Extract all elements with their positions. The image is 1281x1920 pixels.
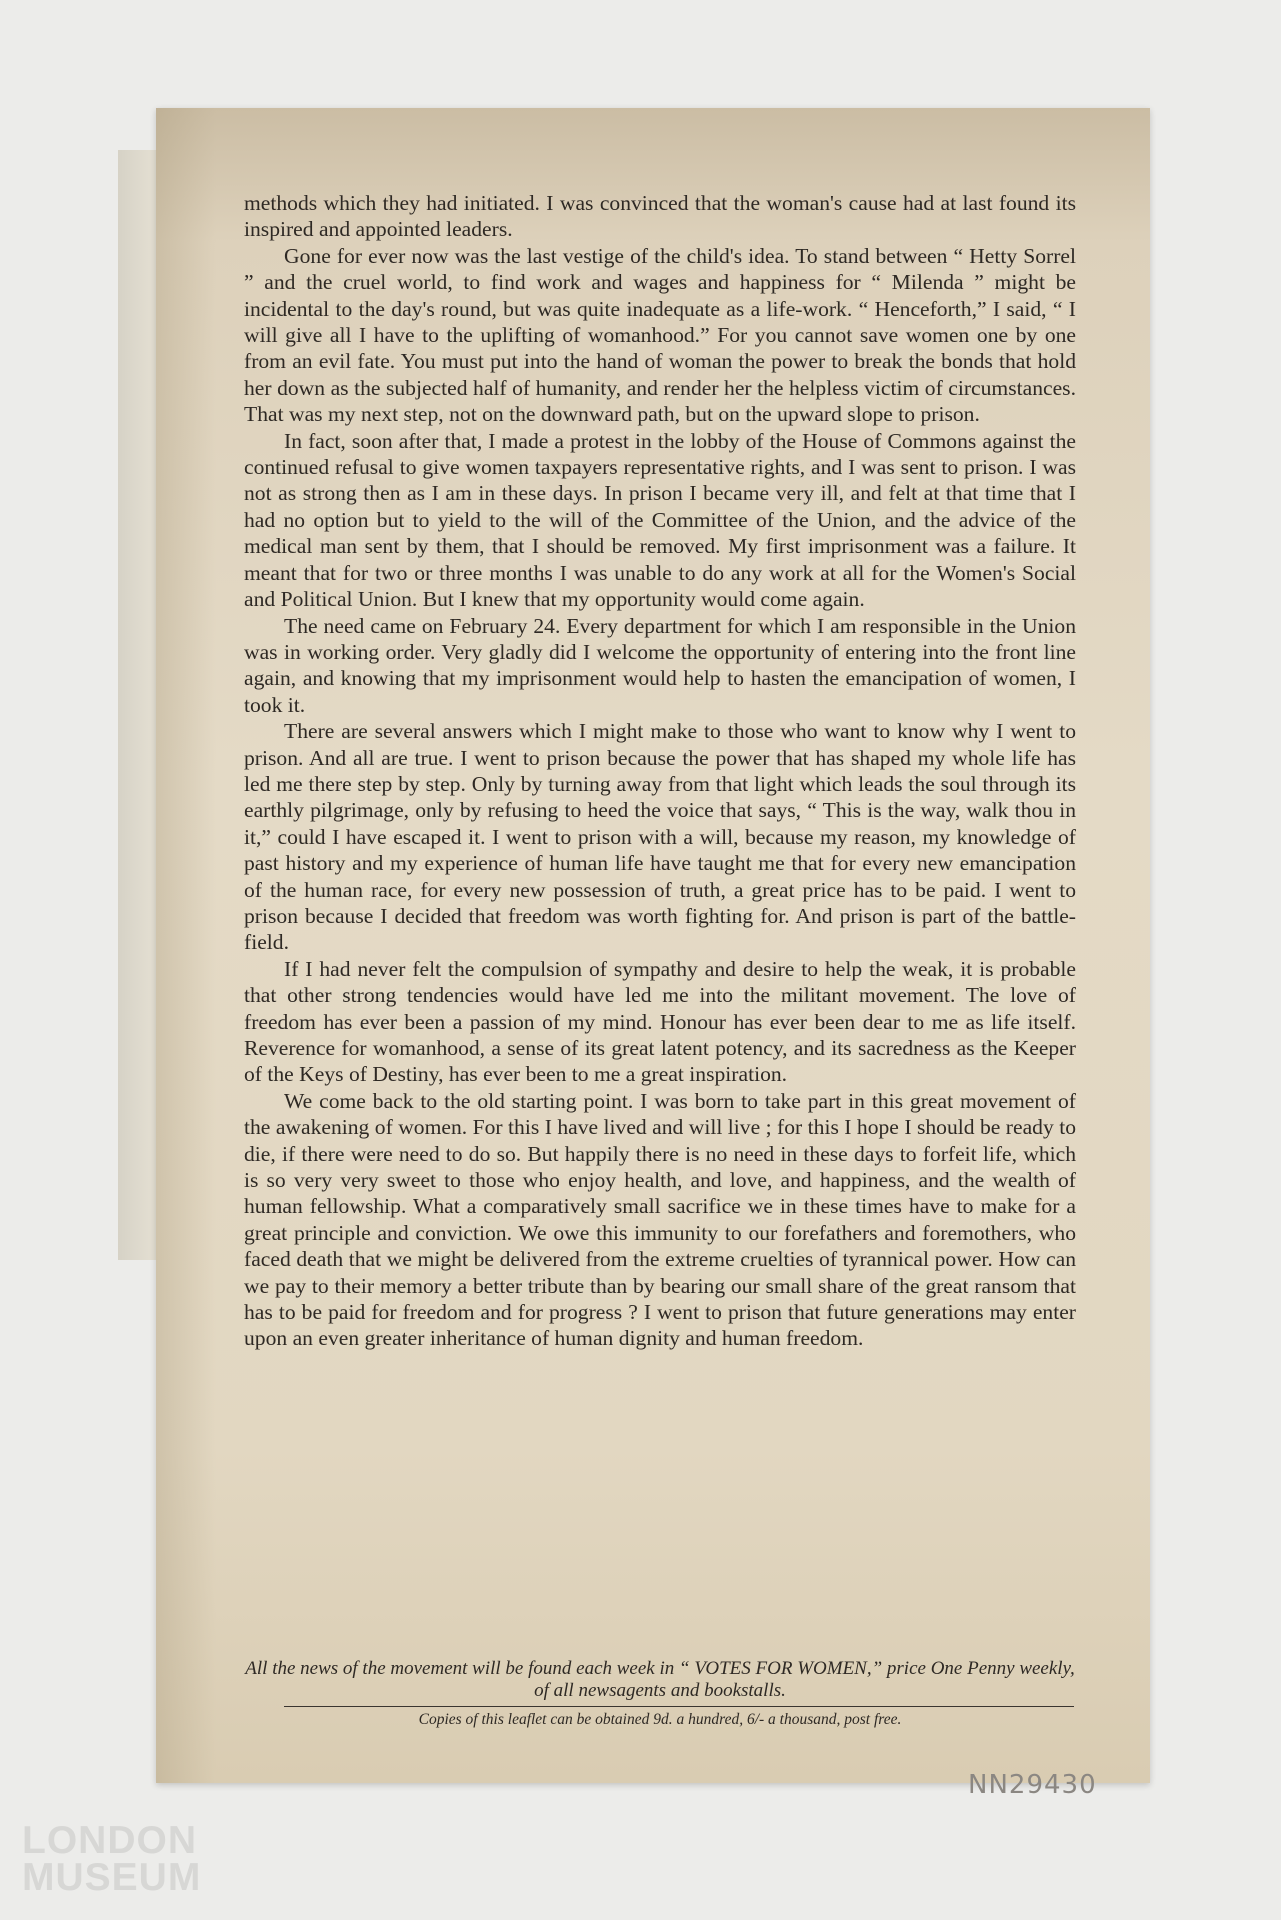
paragraph-2: Gone for ever now was the last vestige of the child's idea. To stand between “ Hetty Sorrel ” and the cruel world, to find work and wages and happiness for “ Milenda ” might be incidental to the day's round, but was quite inadequate as a life-work. “ Henceforth,” I said, “ I will give all I have to the uplifting of womanhood.” For you cannot save women one by one from an evil fate. You must put into the hand of woman the power to break the bonds that hold her down as the subjected half of humanity, and render her the helpless victim of circumstances. That was my next step, not on the downward path, but on the upward slope to prison.: [244, 243, 1076, 427]
footer-news-note: All the news of the movement will be found each week in “ VOTES FOR WOMEN,” price One Penny weekly, of all newsagents and bookstalls.: [245, 1658, 1075, 1701]
paragraph-1: methods which they had initiated. I was convinced that the woman's cause had at last found its inspired and appointed leaders.: [244, 191, 1076, 242]
leaflet-body-text: [244, 190, 1076, 1352]
paragraph-3: In fact, soon after that, I made a protest in the lobby of the House of Commons against the continued refusal to give women taxpayers representative rights, and I was sent to prison. I was not as strong then as I am in these days. In prison I became very ill, and felt at that time that I had no option but to yield to the will of the Committee of the Union, and the advice of the medical man sent by them, that I should be removed. My first imprisonment was a failure. It meant that for two or three months I was unable to do any work at all for the Women's Social and Political Union. But I knew that my opportunity would come again.: [244, 428, 1076, 612]
accession-number: NN29430: [968, 1770, 1097, 1800]
torn-paper-edge: [118, 150, 161, 1260]
leaflet-footer: [244, 1658, 1076, 1731]
paragraph-4: The need came on February 24. Every department for which I am responsible in the Union was in working order. Very gladly did I welcome the opportunity of entering into the front line again, and knowing that my imprisonment would help to hasten the emancipation of women, I took it.: [244, 613, 1076, 717]
paragraph-5: There are several answers which I might make to those who want to know why I went to prison. And all are true. I went to prison because the power that has shaped my whole life has led me there step by step. Only by turning away from that light which leads the soul through its earthly pilgrimage, only by refusing to heed the voice that says, “ This is the way, walk thou in it,” could I have escaped it. I went to prison with a will, because my reason, my knowledge of past history and my experience of human life have taught me that for every new emancipation of the human race, for every new possession of truth, a great price has to be paid. I went to prison because I decided that freedom was worth fighting for. And prison is part of the battle-field.: [244, 719, 1076, 955]
watermark-line-2: MUSEUM: [22, 1856, 202, 1899]
paragraph-7: We come back to the old starting point. I was born to take part in this great movement of the awakening of women. For this I have lived and will live ; for this I hope I should be ready to die, if there were need to do so. But happily there is no need in these days to forfeit life, which is so very very sweet to those who enjoy health, and love, and happiness, and the wealth of human fellowship. What a comparatively small sacrifice we in these times have to make for a great principle and conviction. We owe this immunity to our forefathers and foremothers, who faced death that we might be delivered from the extreme cruelties of tyrannical power. How can we pay to their memory a better tribute than by bearing our small share of the great ransom that has to be paid for freedom and for progress ? I went to prison that future generations may enter upon an even greater inheritance of human dignity and human freedom.: [244, 1088, 1076, 1351]
footer-copies-note: Copies of this leaflet can be obtained 9d. a hundred, 6/- a thousand, post free.: [418, 1711, 902, 1728]
museum-watermark-logo: [22, 1819, 202, 1899]
footer-divider: [284, 1706, 1074, 1707]
watermark-line-1: LONDON: [22, 1819, 197, 1862]
paragraph-6: If I had never felt the compulsion of sympathy and desire to help the weak, it is probable that other strong tendencies would have led me into the militant movement. The love of freedom has ever been a passion of my mind. Honour has ever been dear to me as life itself. Reverence for womanhood, a sense of its great latent potency, and its sacredness as the Keeper of the Keys of Destiny, has ever been to me a great inspiration.: [244, 956, 1076, 1087]
